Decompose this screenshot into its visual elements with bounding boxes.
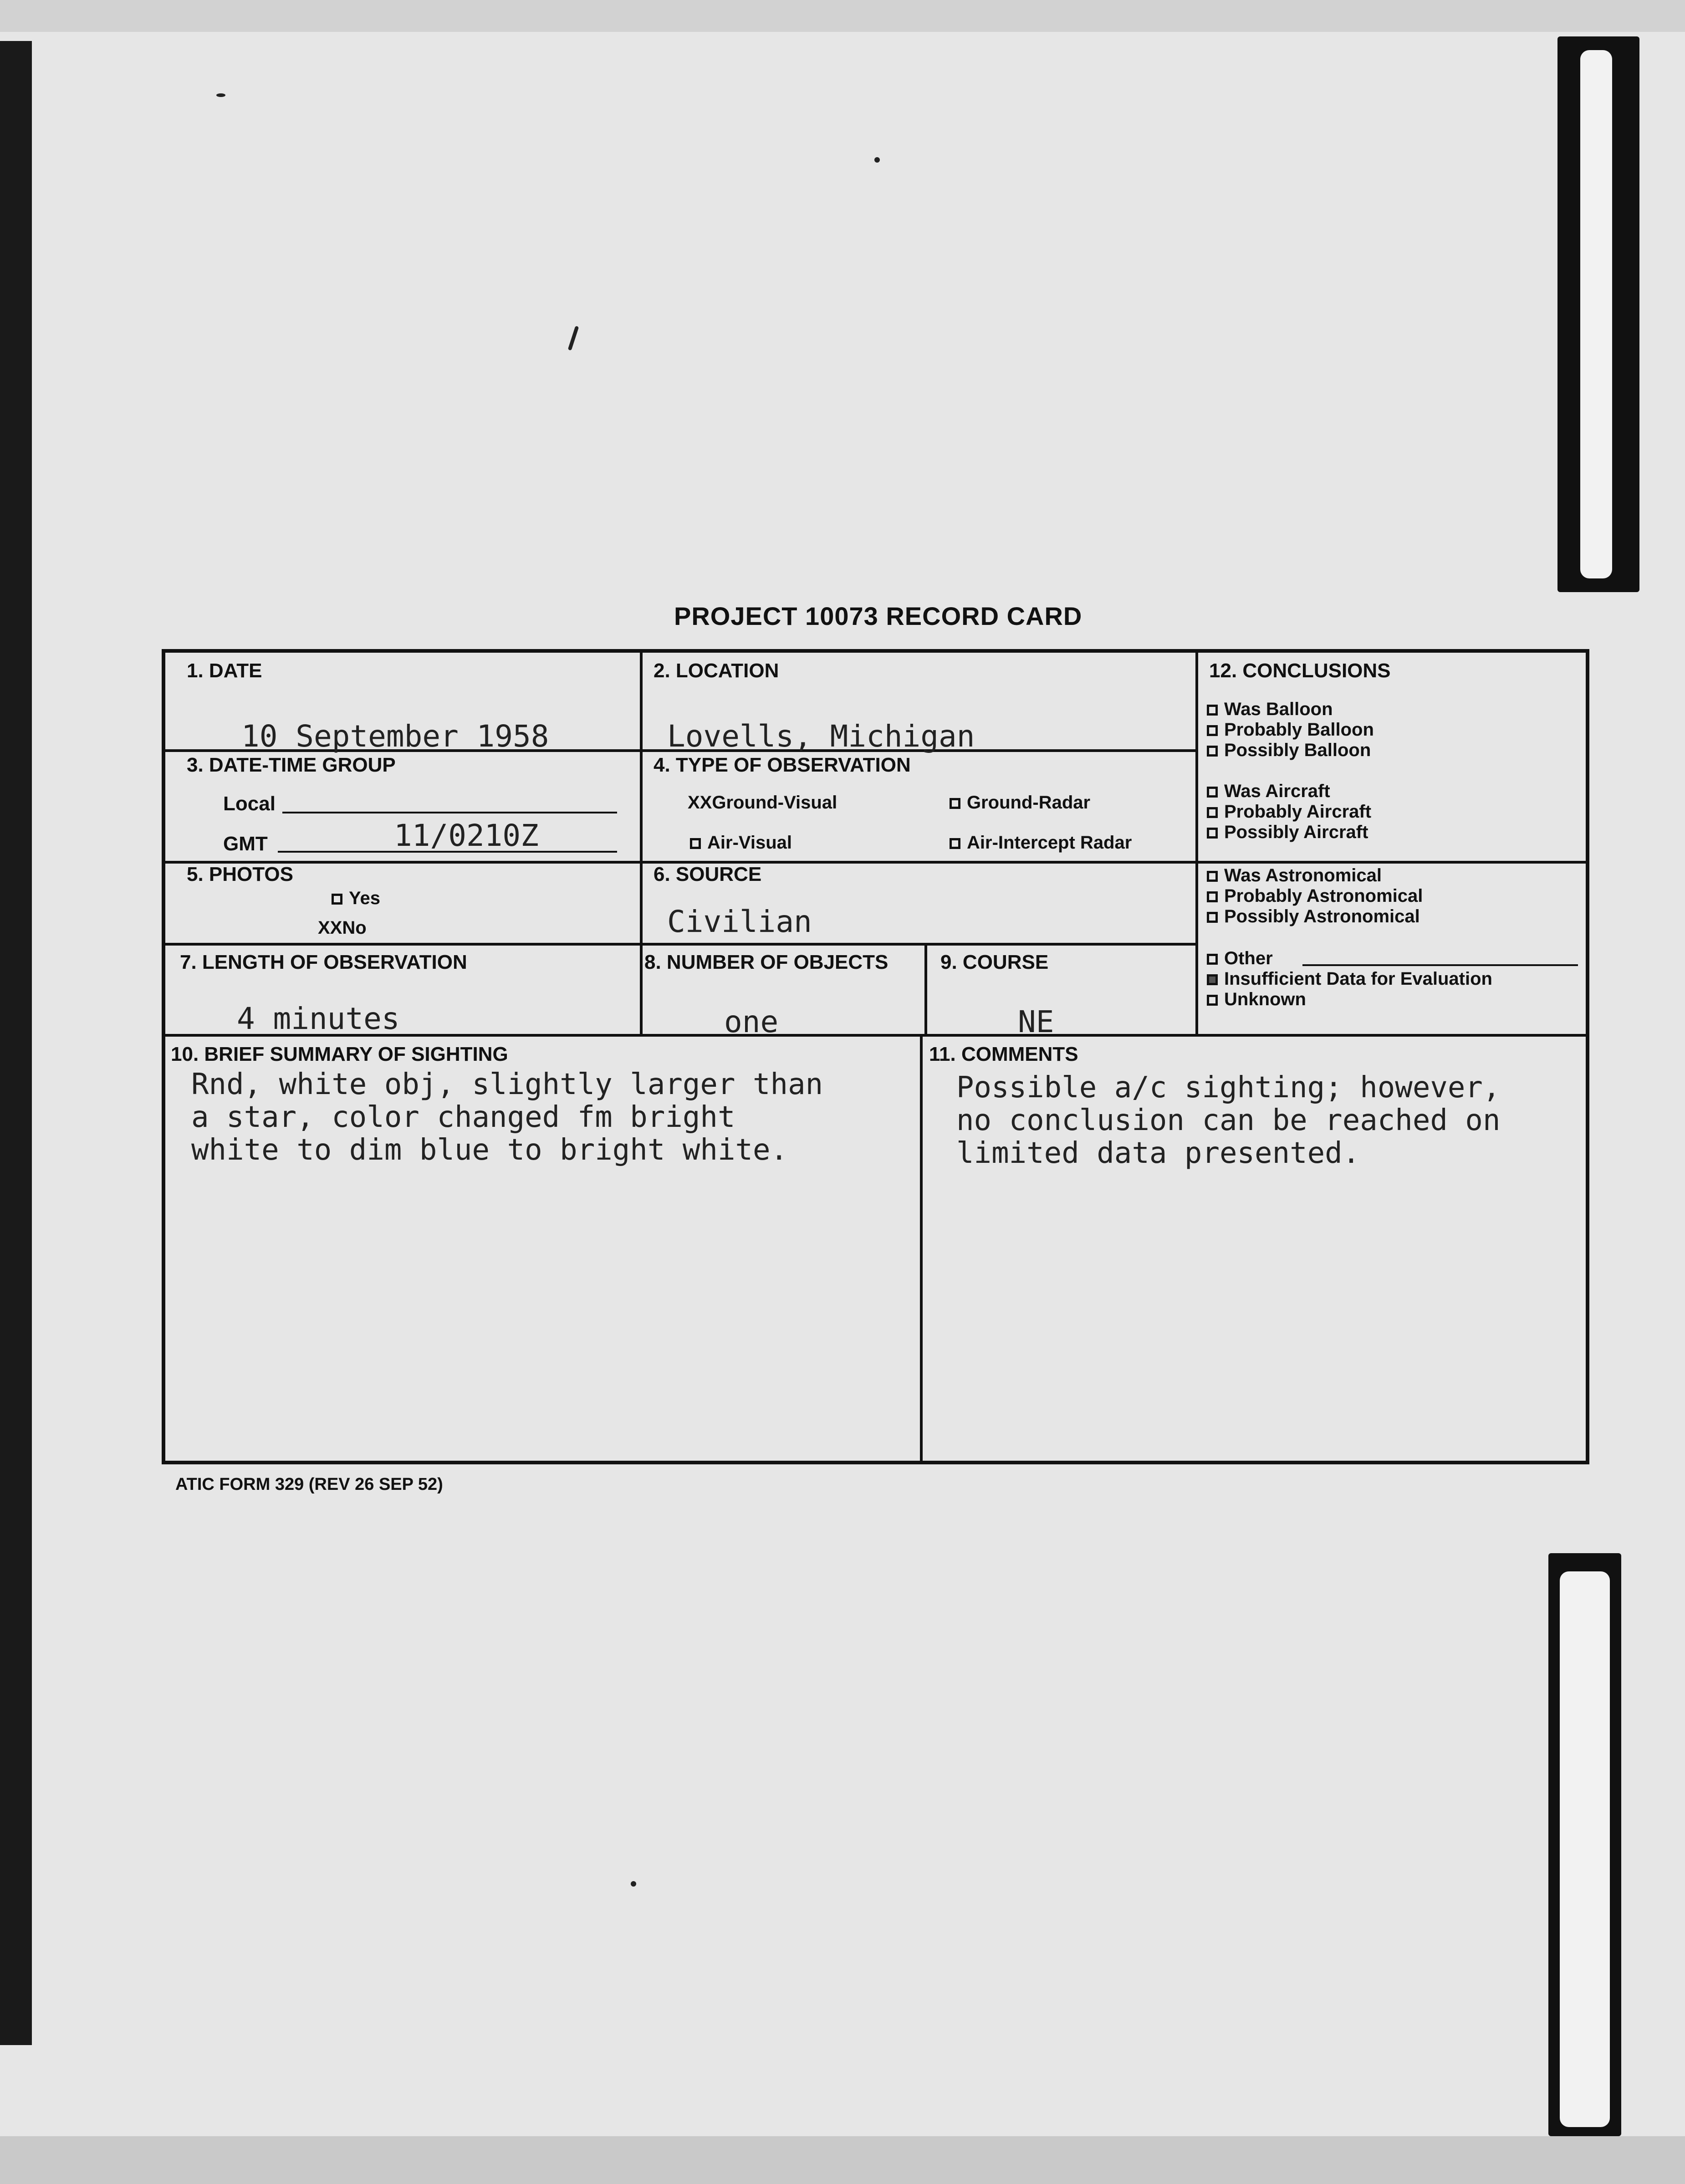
conclusion-item: Probably Astronomical: [1207, 886, 1423, 906]
conclusion-item: Was Balloon: [1207, 699, 1333, 720]
scan-border-bottom: [0, 2136, 1685, 2184]
objects-label: 8. NUMBER OF OBJECTS: [644, 951, 888, 973]
summary-line: white to dim blue to bright white.: [191, 1133, 788, 1167]
conclusion-item: Possibly Astronomical: [1207, 906, 1420, 927]
location-label: 2. LOCATION: [654, 660, 779, 682]
scan-speck: [631, 1881, 636, 1887]
scan-speck: [216, 93, 225, 97]
obs-air-intercept-radar: [950, 833, 1132, 853]
checkbox-icon: [1207, 828, 1218, 839]
film-bar-bottom-right-highlight: [1560, 1571, 1610, 2127]
date-label: 1. DATE: [187, 660, 262, 682]
comments-label: 11. COMMENTS: [929, 1043, 1078, 1065]
summary-line: a star, color changed fm bright: [191, 1100, 735, 1134]
comments-line: Possible a/c sighting; however,: [956, 1071, 1501, 1105]
source-label: 6. SOURCE: [654, 863, 762, 885]
scan-speck: [568, 326, 579, 351]
film-edge-left: [0, 41, 32, 2045]
conclusion-item: Probably Aircraft: [1207, 802, 1371, 822]
obs-ground-radar-label: Ground-Radar: [967, 793, 1091, 813]
obs-air-visual-label: Air-Visual: [707, 833, 792, 853]
checkbox-icon: [1207, 725, 1218, 736]
obs-ground-visual-label: Ground-Visual: [712, 793, 837, 813]
photos-no-label: No: [342, 918, 367, 938]
location-value: Lovells, Michigan: [667, 719, 975, 754]
conclusion-item: Possibly Balloon: [1207, 740, 1371, 761]
length-label: 7. LENGTH OF OBSERVATION: [180, 951, 467, 973]
photos-no-mark: XX: [318, 918, 342, 938]
record-card-title: PROJECT 10073 RECORD CARD: [674, 602, 1082, 630]
course-label: 9. COURSE: [940, 951, 1049, 973]
conclusion-item: Was Aircraft: [1207, 781, 1330, 802]
divider: [164, 861, 1587, 864]
checkbox-icon: [1207, 954, 1218, 965]
photos-label: 5. PHOTOS: [187, 863, 293, 885]
dtg-local-label: Local: [223, 793, 276, 815]
checkbox-icon: [1207, 746, 1218, 757]
source-value: Civilian: [667, 904, 812, 939]
conclusion-item-other: Other: [1207, 948, 1273, 969]
checked-box-icon: [1207, 974, 1218, 985]
divider: [640, 651, 643, 1036]
checkbox-icon: [1207, 807, 1218, 818]
checkbox-icon: [1207, 787, 1218, 798]
checkbox-icon: [332, 894, 342, 905]
comments-text: [956, 1071, 1500, 1170]
checkbox-icon: [1207, 912, 1218, 923]
summary-label: 10. BRIEF SUMMARY OF SIGHTING: [171, 1043, 508, 1065]
conclusions-label: 12. CONCLUSIONS: [1209, 660, 1391, 682]
photos-yes-label: Yes: [349, 888, 380, 908]
comments-line: no conclusion can be reached on: [956, 1104, 1501, 1137]
conclusion-item: Was Astronomical: [1207, 865, 1382, 886]
scan-speck: [874, 157, 880, 163]
conclusion-item: Unknown: [1207, 989, 1306, 1010]
obs-ground-visual: [688, 793, 837, 813]
observation-type-label: 4. TYPE OF OBSERVATION: [654, 754, 911, 776]
obs-air-intercept-radar-label: Air-Intercept Radar: [967, 833, 1132, 853]
obs-air-visual: [690, 833, 792, 853]
divider: [924, 945, 927, 1036]
scan-border-top: [0, 0, 1685, 32]
summary-text: [191, 1068, 823, 1166]
photos-yes: [332, 888, 380, 909]
date-value: 10 September 1958: [241, 719, 549, 754]
conclusion-item-checked: Insufficient Data for Evaluation: [1207, 969, 1492, 989]
dtg-gmt-label: GMT: [223, 833, 268, 855]
checkbox-icon: [690, 838, 701, 849]
summary-line: Rnd, white obj, slightly larger than: [191, 1068, 823, 1101]
comments-line: limited data presented.: [956, 1136, 1360, 1170]
dtg-local-line: [282, 812, 617, 813]
course-value: NE: [1018, 1004, 1054, 1039]
dtg-gmt-value: 11/0210Z: [394, 818, 539, 853]
photos-no: [318, 918, 367, 938]
dtg-label: 3. DATE-TIME GROUP: [187, 754, 396, 776]
obs-ground-radar: [950, 793, 1090, 813]
objects-value: one: [724, 1004, 779, 1039]
checkbox-icon: [1207, 705, 1218, 716]
divider: [1195, 651, 1198, 1036]
checkbox-icon: [950, 838, 960, 849]
checkbox-icon: [950, 798, 960, 809]
conclusion-item: Possibly Aircraft: [1207, 822, 1368, 843]
form-number: ATIC FORM 329 (REV 26 SEP 52): [175, 1475, 443, 1494]
checkbox-icon: [1207, 871, 1218, 882]
other-line: [1302, 964, 1578, 966]
divider: [164, 943, 1195, 946]
checkbox-icon: [1207, 995, 1218, 1006]
length-value: 4 minutes: [237, 1001, 400, 1036]
film-bar-top-right-highlight: [1580, 50, 1612, 578]
obs-ground-visual-mark: XX: [688, 793, 712, 813]
checkbox-icon: [1207, 891, 1218, 902]
conclusion-item: Probably Balloon: [1207, 720, 1374, 740]
divider: [920, 1036, 923, 1462]
